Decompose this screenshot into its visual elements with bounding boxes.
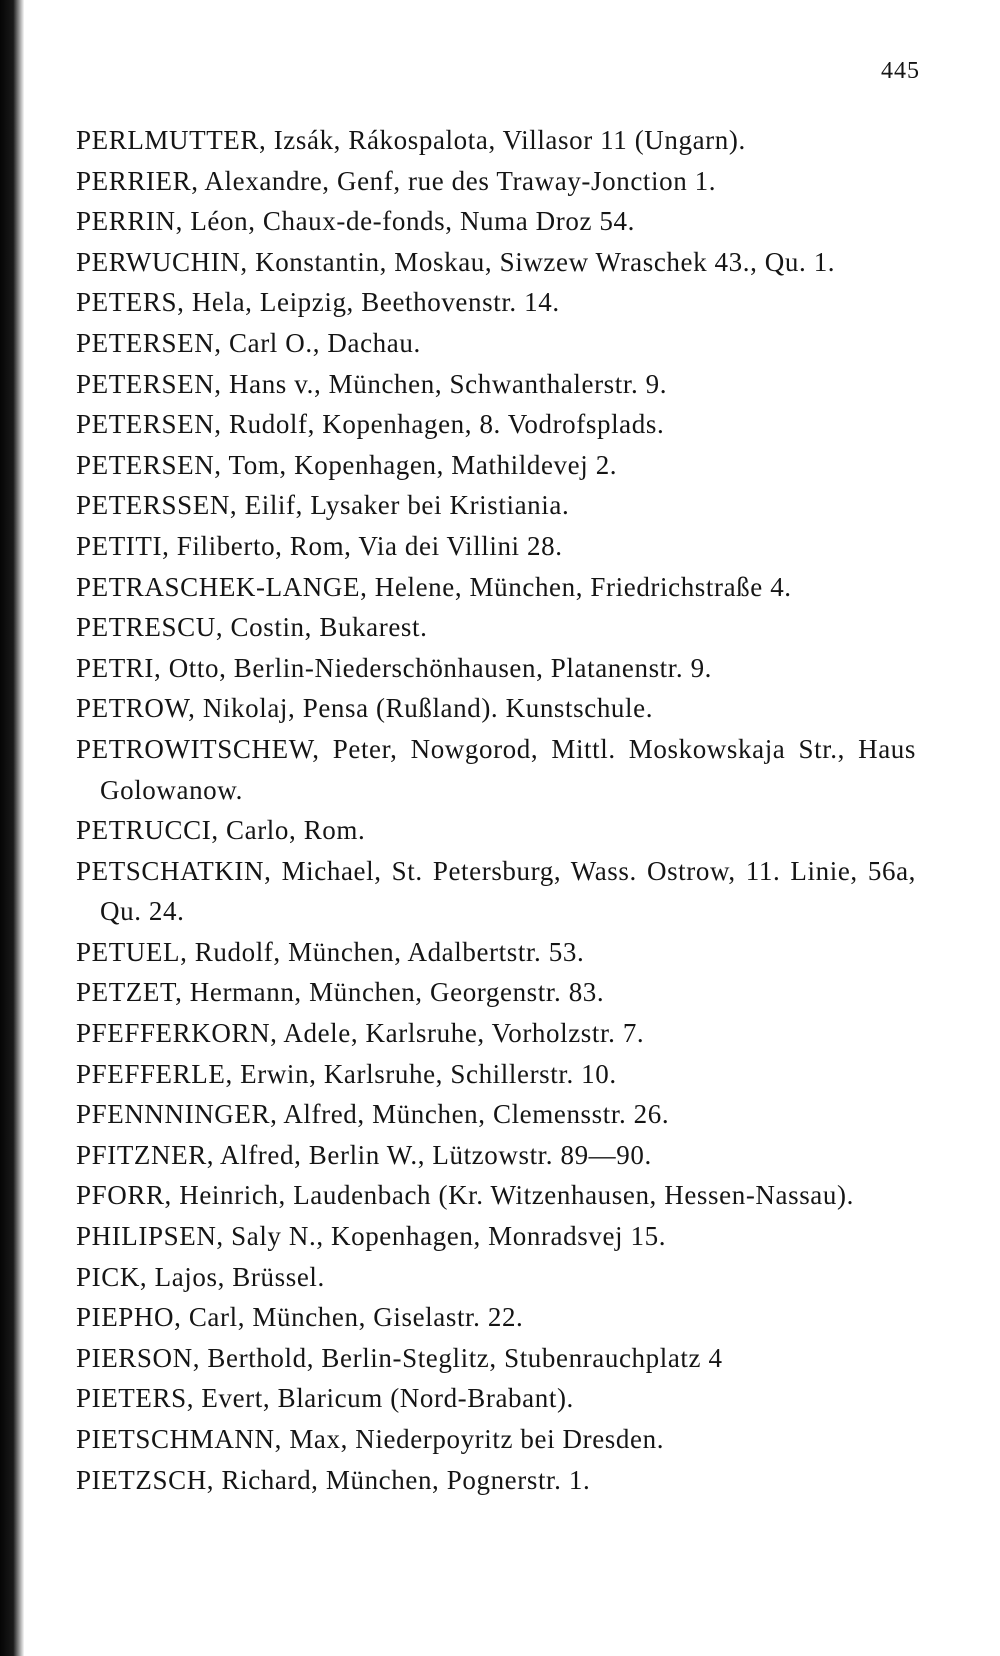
directory-entry: PETUEL, Rudolf, München, Adalbertstr. 53. — [76, 936, 585, 967]
directory-entry: PIETSCHMANN, Max, Niederpoyritz bei Dresden. — [76, 1424, 665, 1454]
directory-entry: PERRIER, Alexandre, Genf, rue des Traway-Jonction 1. — [76, 165, 717, 196]
directory-entry: PETERSEN, Hans v., München, Schwanthalerstr. 9. — [76, 368, 668, 399]
page-number: 445 — [881, 58, 920, 84]
directory-entry: PFITZNER, Alfred, Berlin W., Lützowstr. 89—90. — [76, 1139, 652, 1170]
directory-entry: PETRUCCI, Carlo, Rom. — [76, 815, 366, 846]
directory-entry: PETROW, Nikolaj, Pensa (Rußland). Kunstschule. — [76, 693, 654, 724]
directory-entry: PFEFFERKORN, Adele, Karlsruhe, Vorholzstr. 7. — [76, 1018, 645, 1049]
directory-entry: PIEPHO, Carl, München, Giselastr. 22. — [76, 1302, 524, 1333]
directory-entry: PETRI, Otto, Berlin-Niederschönhausen, Platanenstr. 9. — [76, 652, 713, 683]
directory-entry: PETZET, Hermann, München, Georgenstr. 83. — [76, 977, 605, 1008]
directory-entry: PIETZSCH, Richard, München, Pognerstr. 1. — [76, 1464, 591, 1495]
directory-entry: PETERSSEN, Eilif, Lysaker bei Kristiania. — [76, 490, 570, 521]
directory-entry: PICK, Lajos, Brüssel. — [76, 1261, 325, 1292]
scan-edge-shadow — [0, 0, 24, 1656]
directory-entry: PIERSON, Berthold, Berlin-Steglitz, Stubenrauchplatz 4 — [76, 1342, 723, 1373]
directory-entry: PERRIN, Léon, Chaux-de-fonds, Numa Droz 54. — [76, 206, 635, 237]
directory-entry: PETERS, Hela, Leipzig, Beethovenstr. 14. — [76, 287, 560, 318]
directory-entry: PERLMUTTER, Izsák, Rákospalota, Villasor 11 (Ungarn). — [76, 125, 746, 155]
directory-entry: PFORR, Heinrich, Laudenbach (Kr. Witzenhausen, Hessen-Nassau). — [76, 1180, 854, 1211]
directory-entry: PETITI, Filiberto, Rom, Via dei Villini 28. — [76, 530, 563, 561]
directory-entry: PHILIPSEN, Saly N., Kopenhagen, Monradsvej 15. — [76, 1221, 667, 1252]
directory-entry: PETERSEN, Rudolf, Kopenhagen, 8. Vodrofsplads. — [76, 409, 665, 440]
directory-entry: PETERSEN, Carl O., Dachau. — [76, 327, 421, 358]
directory-entry: PETROWITSCHEW, Peter, Nowgorod, Mittl. Moskowskaja Str., Haus Golowanow. — [76, 733, 916, 805]
directory-entry: PFEFFERLE, Erwin, Karlsruhe, Schillerstr. 10. — [76, 1058, 617, 1089]
directory-entry: PETRESCU, Costin, Bukarest. — [76, 612, 428, 643]
directory-entry: PERWUCHIN, Konstantin, Moskau, Siwzew Wraschek 43., Qu. 1. — [76, 246, 836, 277]
directory-entry-list — [76, 120, 916, 1500]
directory-entry: PETRASCHEK-LANGE, Helene, München, Friedrichstraße 4. — [76, 571, 792, 602]
directory-entry: PIETERS, Evert, Blaricum (Nord-Brabant). — [76, 1383, 574, 1414]
directory-entry: PFENNNINGER, Alfred, München, Clemensstr. 26. — [76, 1099, 670, 1130]
directory-entry: PETSCHATKIN, Michael, St. Petersburg, Wass. Ostrow, 11. Linie, 56a, Qu. 24. — [76, 855, 916, 927]
directory-entry: PETERSEN, Tom, Kopenhagen, Mathildevej 2. — [76, 449, 618, 480]
